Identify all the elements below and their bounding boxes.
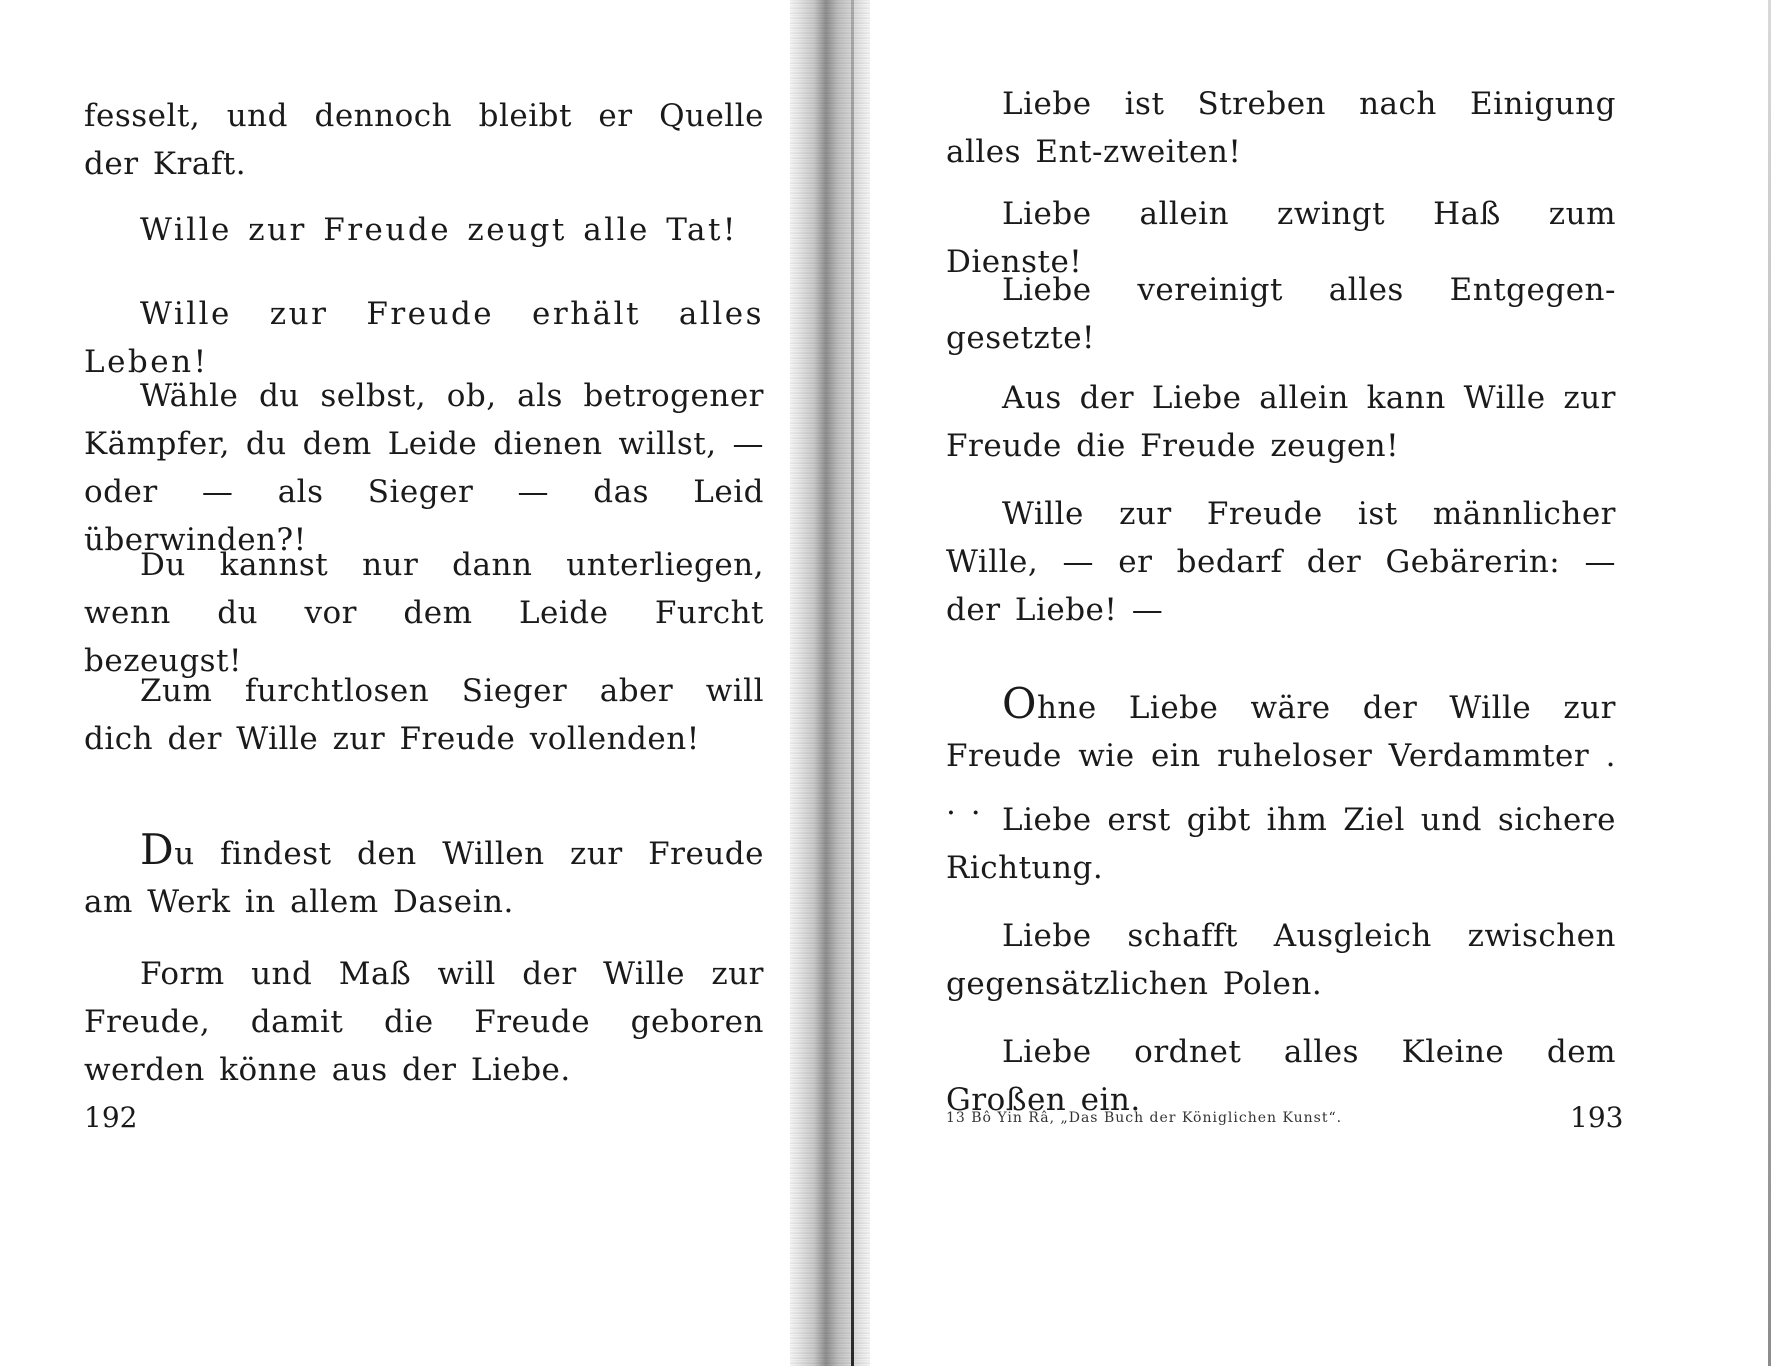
paragraph: Du kannst nur dann unterliegen, wenn du vor dem Leide Furcht bezeugst! bbox=[84, 547, 764, 679]
paragraph: Form und Maß will der Wille zur Freude, damit die Freude geboren werden könne aus der Liebe. bbox=[84, 956, 764, 1088]
paragraph: Liebe ist Streben nach Einigung alles Ent-zweiten! bbox=[946, 86, 1616, 170]
paragraph: Liebe schafft Ausgleich zwischen gegensätzlichen Polen. bbox=[946, 918, 1616, 1002]
paragraph: Wille zur Freude erhält alles Leben! bbox=[84, 296, 764, 380]
paragraph-section-start: Du findest den Willen zur Freude am Werk in allem Dasein. bbox=[84, 825, 764, 920]
paragraph: Wähle du selbst, ob, als betrogener Kämpfer, du dem Leide dienen willst, — oder — als Sieger — das Leid überwinden?! bbox=[84, 378, 764, 558]
paragraph: Liebe erst gibt ihm Ziel und sichere Richtung. bbox=[946, 802, 1616, 886]
printer-signature: 13 Bô Yin Râ, „Das Buch der Königlichen Kunst“. bbox=[946, 1110, 1343, 1126]
paragraph: Aus der Liebe allein kann Wille zur Freude die Freude zeugen! bbox=[946, 380, 1616, 464]
paragraph: Zum furchtlosen Sieger aber will dich der Wille zur Freude vollenden! bbox=[84, 673, 764, 757]
paragraph: Liebe ordnet alles Kleine dem Großen ein. bbox=[946, 1034, 1616, 1118]
paragraph: Wille zur Freude zeugt alle Tat! bbox=[140, 212, 738, 248]
book-gutter bbox=[790, 0, 870, 1366]
paragraph-section-start: Ohne Liebe wäre der Wille zur Freude wie ein ruheloser Verdammter . . . bbox=[946, 679, 1616, 822]
paragraph-continuation: fesselt, und dennoch bleibt er Quelle der Kraft. bbox=[84, 98, 764, 182]
paragraph: Liebe vereinigt alles Entgegen-gesetzte! bbox=[946, 272, 1616, 356]
page-edge bbox=[1768, 0, 1771, 1366]
page-number: 192 bbox=[84, 1101, 138, 1134]
paragraph: Liebe allein zwingt Haß zum Dienste! bbox=[946, 196, 1616, 280]
page-number: 193 bbox=[1570, 1101, 1624, 1134]
paragraph: Wille zur Freude ist männlicher Wille, — er bedarf der Gebärerin: — der Liebe! — bbox=[946, 496, 1616, 628]
left-page bbox=[0, 0, 800, 1366]
gutter-shadow bbox=[851, 0, 854, 1366]
